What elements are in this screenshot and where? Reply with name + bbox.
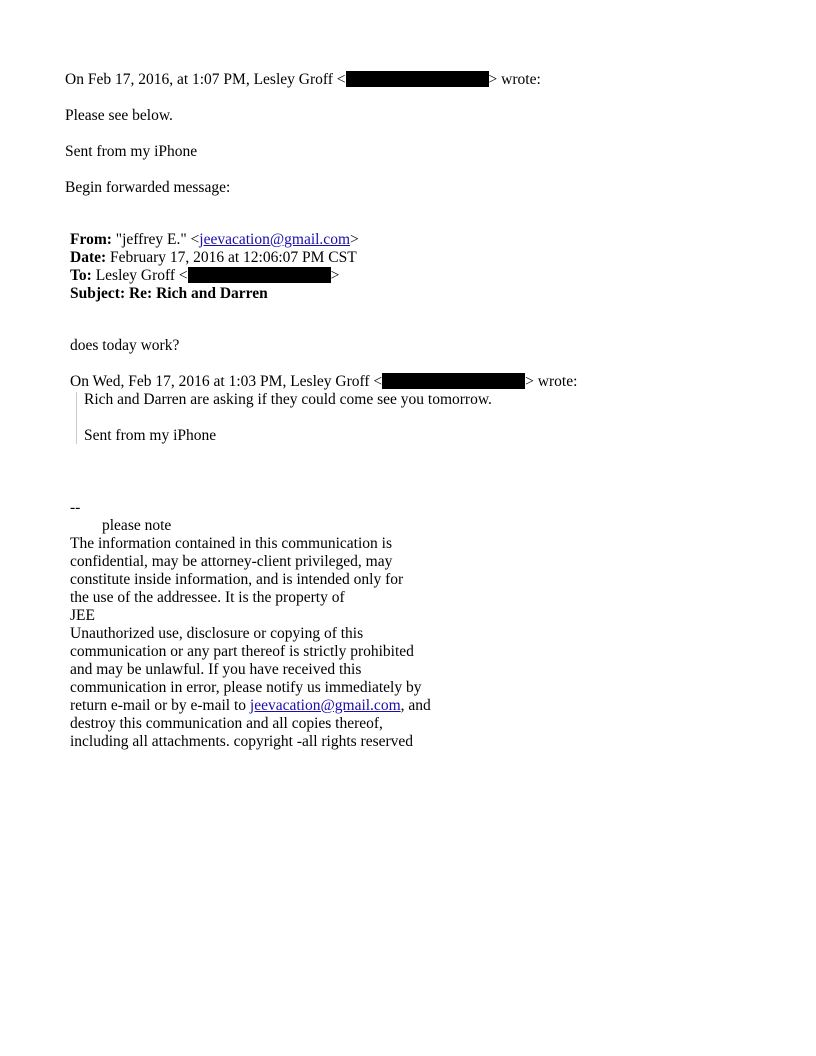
disclaimer-line: communication in error, please notify us immediately by <box>70 679 422 696</box>
disclaimer-line: Unauthorized use, disclosure or copying of this <box>70 625 364 642</box>
outer-header-prefix: On Feb 17, 2016, at 1:07 PM, Lesley Groff < <box>65 71 346 88</box>
forwarded-subject <box>70 285 268 303</box>
from-label: From: <box>70 231 112 248</box>
signature-note: please note <box>102 517 172 534</box>
disclaimer-line: JEE <box>70 607 95 624</box>
return-prefix: return e-mail or by e-mail to <box>70 697 250 714</box>
to-label: To: <box>70 267 92 284</box>
outer-line-sent-from: Sent from my iPhone <box>65 143 198 160</box>
signature-dashes: -- <box>70 499 81 516</box>
disclaimer-line: the use of the addressee. It is the property of <box>70 589 345 606</box>
outer-line-begin-forwarded: Begin forwarded message: <box>65 179 231 196</box>
date-label: Date: <box>70 249 107 266</box>
disclaimer-line: and may be unlawful. If you have received this <box>70 661 362 678</box>
disclaimer-line: The information contained in this communication is <box>70 535 392 552</box>
redacted-email-block <box>346 71 489 87</box>
from-close: > <box>350 231 359 248</box>
to-close: > <box>330 267 340 284</box>
quote-header <box>70 373 577 391</box>
return-suffix: , and <box>400 697 431 714</box>
disclaimer-line: confidential, may be attorney-client privileged, may <box>70 553 393 570</box>
forwarded-to <box>70 267 339 285</box>
date-value: February 17, 2016 at 12:06:07 PM CST <box>106 249 357 266</box>
disclaimer-return-line <box>70 697 431 715</box>
outer-header-suffix: > wrote: <box>488 71 541 88</box>
to-value: Lesley Groff < <box>91 267 188 284</box>
quote-header-prefix: On Wed, Feb 17, 2016 at 1:03 PM, Lesley Groff < <box>70 373 383 390</box>
forwarded-from <box>70 231 359 249</box>
outer-header <box>65 71 541 89</box>
disclaimer-line: constitute inside information, and is intended only for <box>70 571 404 588</box>
disclaimer-line: communication or any part thereof is strictly prohibited <box>70 643 414 660</box>
outer-line-please-see: Please see below. <box>65 107 173 124</box>
forwarded-date <box>70 249 357 267</box>
quote-bar <box>76 392 77 444</box>
quote-line-sent-from: Sent from my iPhone <box>84 427 217 444</box>
redacted-email-block <box>382 373 525 389</box>
subject-label: Subject: <box>70 285 126 302</box>
disclaimer-line: including all attachments. copyright -all rights reserved <box>70 733 414 750</box>
disclaimer-line: destroy this communication and all copies thereof, <box>70 715 383 732</box>
return-email-link[interactable]: jeevacation@gmail.com <box>249 697 401 714</box>
quote-header-suffix: > wrote: <box>525 373 578 390</box>
quote-line-rich-darren: Rich and Darren are asking if they could come see you tomorrow. <box>84 391 492 408</box>
reply-body: does today work? <box>70 337 180 354</box>
subject-value: Re: Rich and Darren <box>125 285 268 302</box>
from-email-link[interactable]: jeevacation@gmail.com <box>199 231 350 248</box>
redacted-email-block <box>188 267 331 283</box>
from-name: "jeffrey E." < <box>111 231 200 248</box>
